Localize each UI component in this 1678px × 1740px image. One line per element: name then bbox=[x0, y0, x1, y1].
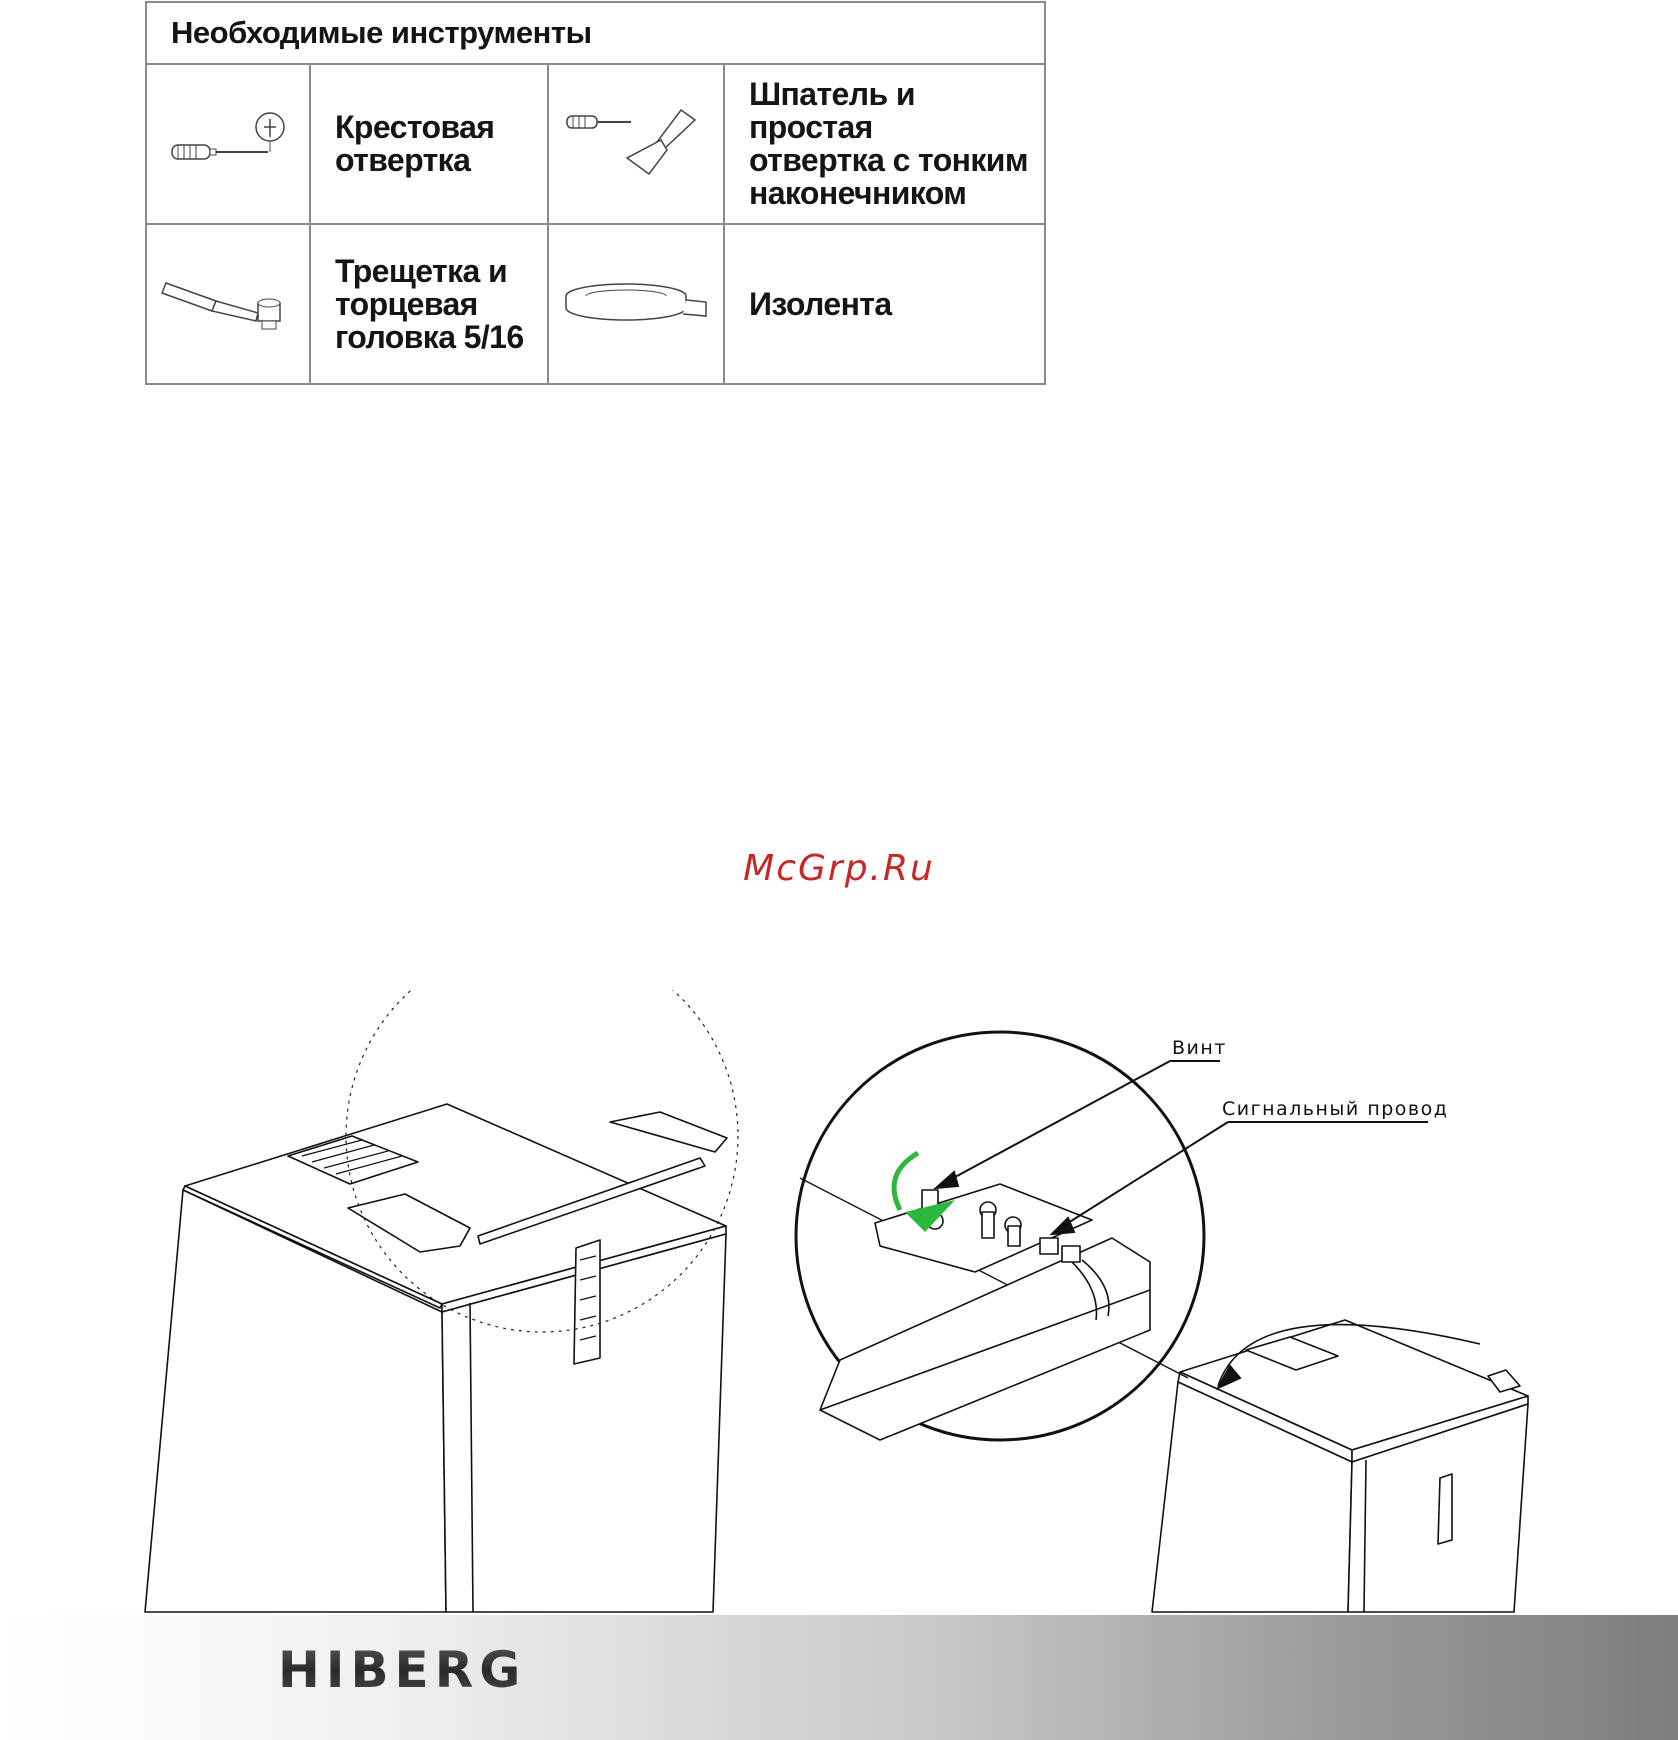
insulating-tape-icon bbox=[561, 272, 711, 332]
tool-icon-cell bbox=[548, 64, 724, 224]
tool-icon-cell bbox=[146, 64, 310, 224]
left-refrigerator bbox=[145, 990, 738, 1612]
ratchet-socket-icon bbox=[158, 267, 298, 337]
spatula-and-flat-screwdriver-icon bbox=[561, 102, 711, 182]
hiberg-logo bbox=[278, 1639, 578, 1699]
watermark: McGrp.Ru bbox=[743, 848, 935, 889]
tool-label-ratchet: Трещетка и торцевая головка 5/16 bbox=[310, 224, 548, 384]
screw-label: Винт bbox=[1172, 1037, 1227, 1059]
footer-band bbox=[0, 1615, 1678, 1740]
signal-wire-label: Сигнальный провод bbox=[1222, 1098, 1449, 1120]
right-refrigerator bbox=[1152, 1320, 1528, 1612]
svg-text:HIBERG: HIBERG bbox=[278, 1641, 527, 1699]
tool-label-spatula-screwdriver: Шпатель и простая отвертка с тонким наконечником bbox=[724, 64, 1045, 224]
tool-label-phillips-screwdriver: Крестовая отвертка bbox=[310, 64, 548, 224]
tool-label-insulating-tape: Изолента bbox=[724, 224, 1045, 384]
refrigerator-diagram bbox=[0, 990, 1678, 1615]
hinge-zoom-detail bbox=[796, 1032, 1204, 1440]
tools-table bbox=[145, 1, 1046, 385]
tool-icon-cell bbox=[548, 224, 724, 384]
phillips-screwdriver-icon bbox=[168, 107, 288, 177]
tools-table-title: Необходимые инструменты bbox=[146, 2, 1045, 64]
tool-icon-cell bbox=[146, 224, 310, 384]
